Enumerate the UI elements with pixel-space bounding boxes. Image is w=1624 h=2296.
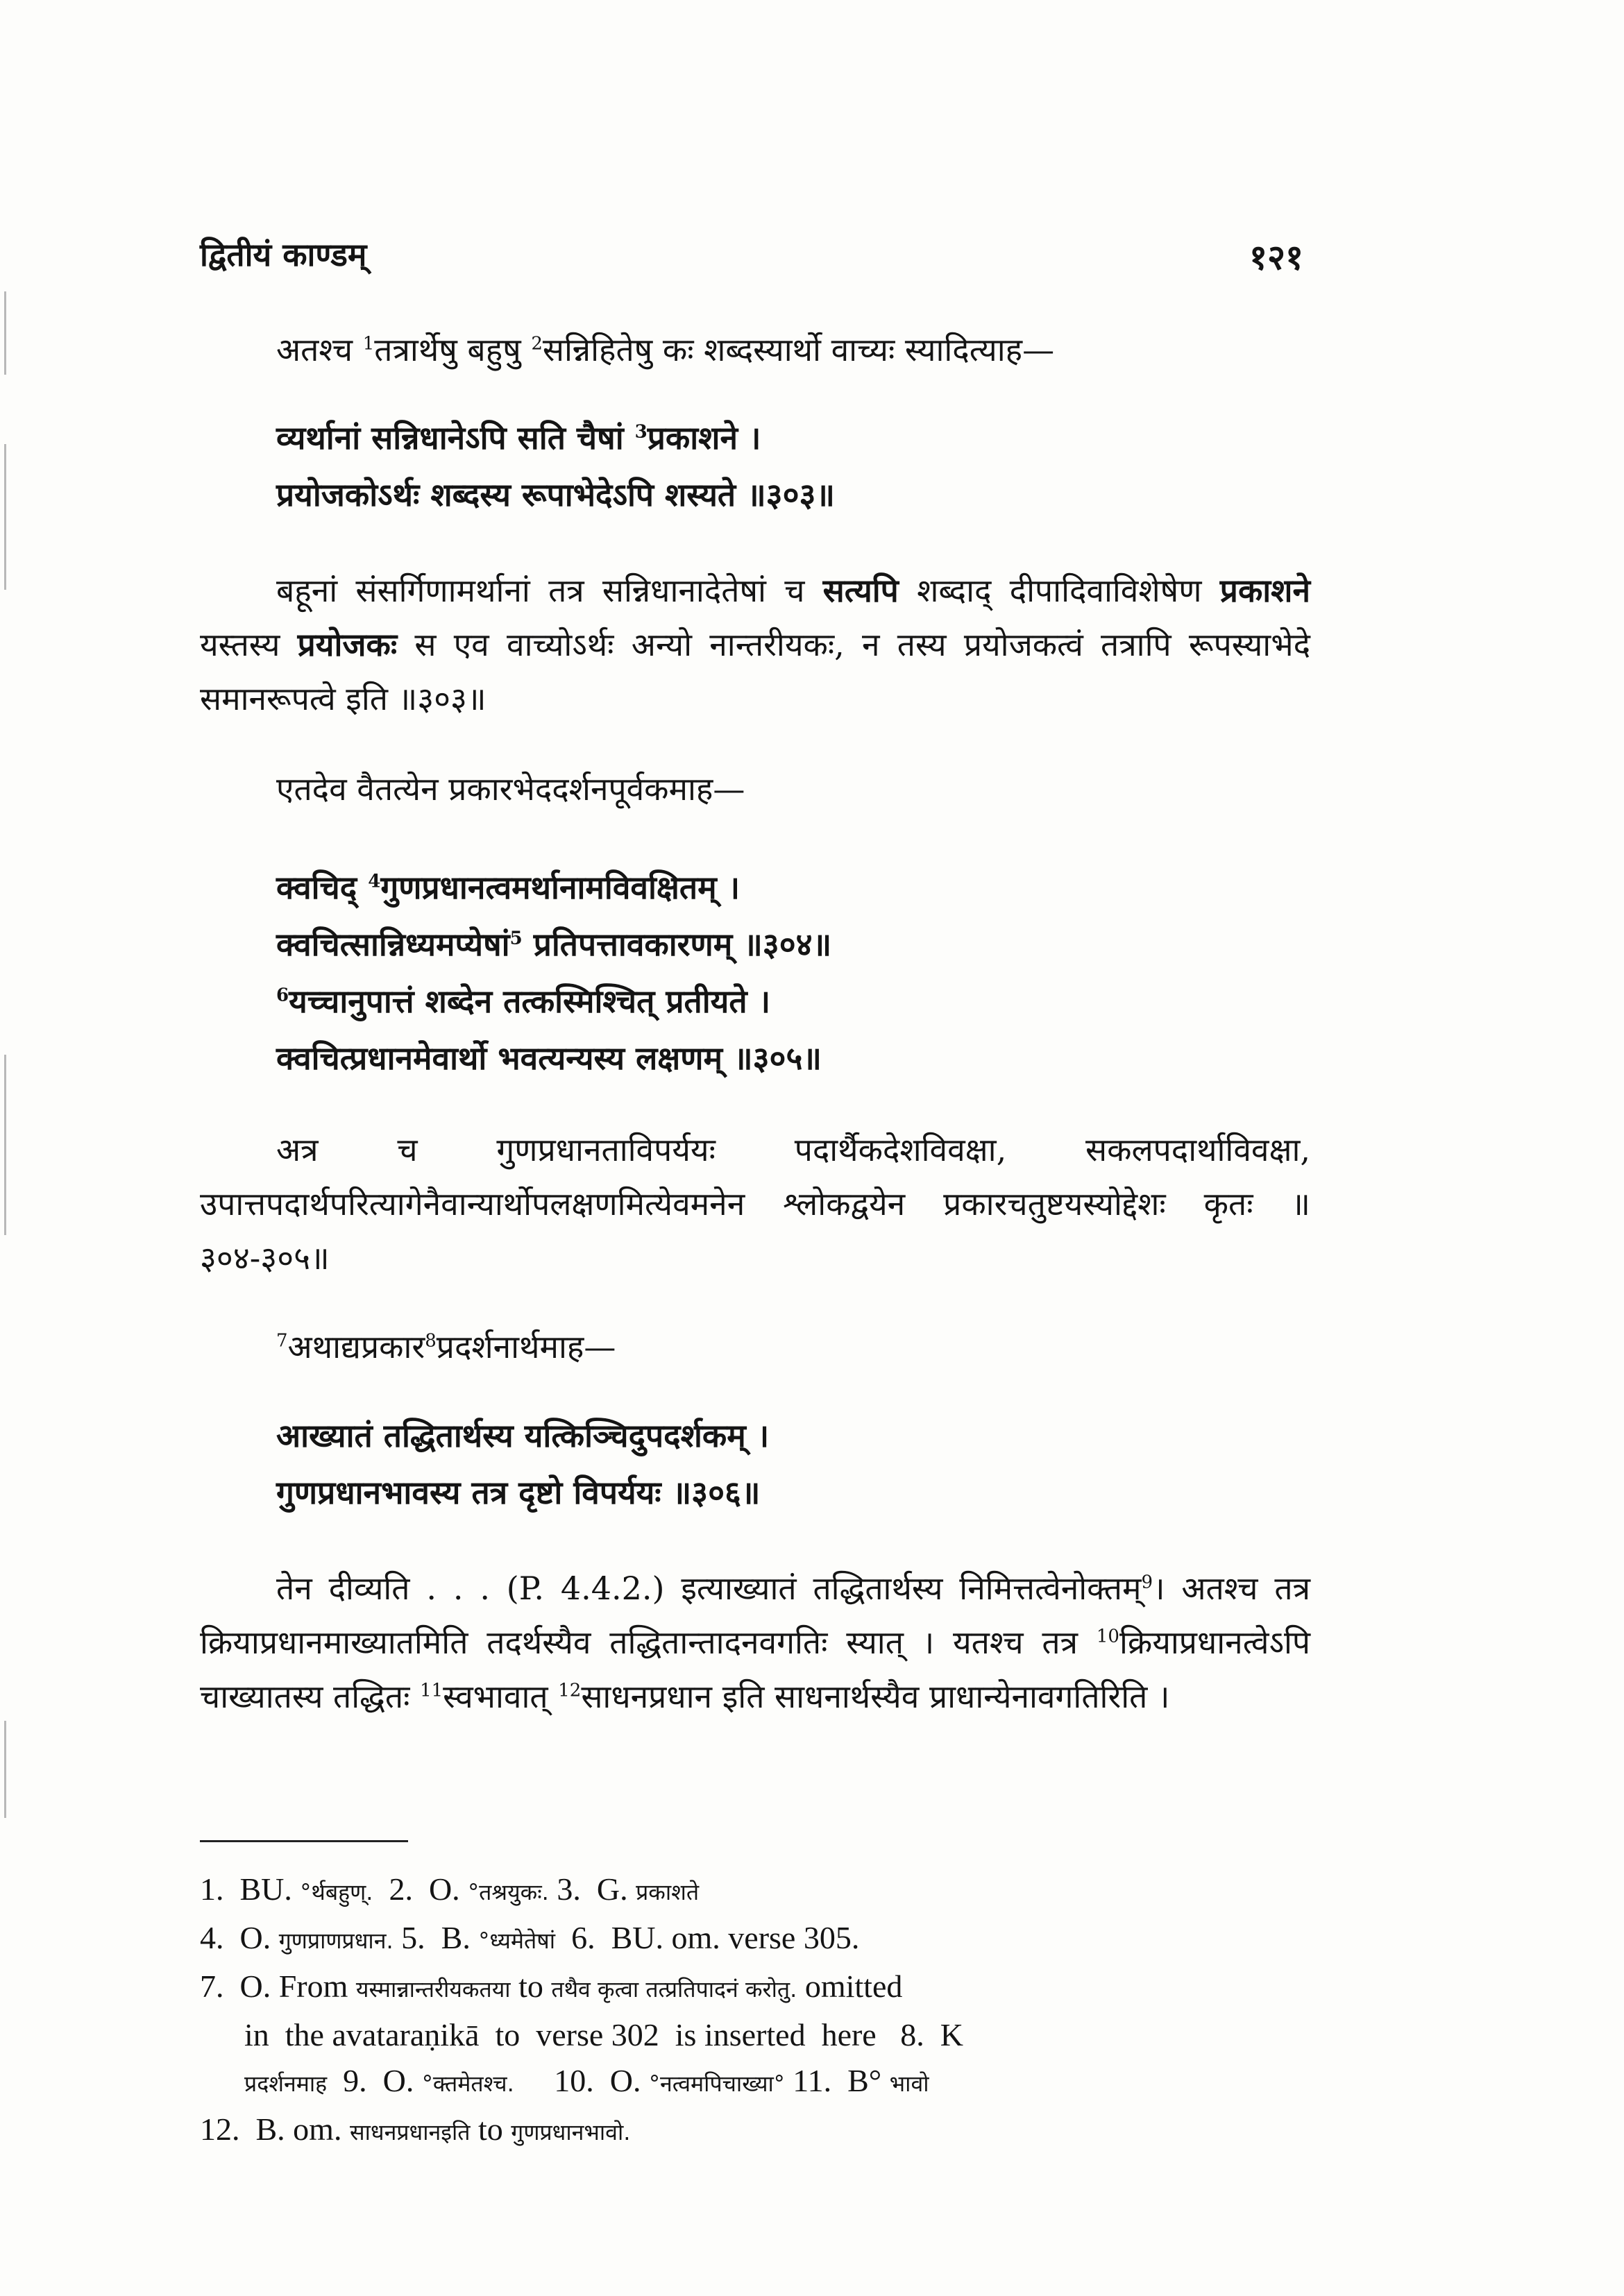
commentary-text: शब्दाद् दीपादिवाविशेषेण bbox=[898, 572, 1220, 609]
footnote-text: 10. O. bbox=[514, 2063, 649, 2098]
footnote-ref: 4 bbox=[368, 871, 381, 892]
footnote-devanagari: °तश्रयुकः. bbox=[468, 1879, 549, 1905]
footnote-line bbox=[200, 1964, 1310, 2012]
verse-text: व्यर्थानां सन्निधानेऽपि सति चैषां bbox=[276, 419, 635, 457]
footnote-text: 11. B° bbox=[784, 2063, 890, 2098]
intro-text: सन्निहितेषु कः शब्दस्यार्थो वाच्यः स्यादित्याह— bbox=[542, 331, 1055, 368]
footnote-divider bbox=[200, 1840, 408, 1842]
commentary-text: स एव वाच्योऽर्थः अन्यो नान्तरीयकः, न तस्य प्रयोजकत्वं तत्रापि रूपस्याभेदे समानरूपत्वे इति ॥३०३॥ bbox=[200, 626, 1310, 717]
commentary-text: स्वभावात् bbox=[443, 1678, 559, 1715]
verse-line: गुणप्रधानभावस्य तत्र दृष्टो विपर्ययः ॥३०६॥ bbox=[276, 1474, 761, 1511]
footnote-ref: 7 bbox=[276, 1330, 288, 1352]
commentary-text: बहूनां संसर्गिणामर्थानां तत्र सन्निधानादेतेषां च bbox=[276, 572, 823, 609]
intro-text: तत्रार्थेषु बहुषु bbox=[374, 331, 532, 368]
footnote-devanagari: °क्तमेतश्च. bbox=[421, 2070, 514, 2097]
commentary-emphasis: सत्यपि bbox=[822, 572, 899, 609]
footnote-text: 9. O. bbox=[327, 2063, 422, 2098]
page-number: १२१ bbox=[1249, 237, 1303, 278]
footnote-devanagari: प्रकाशते bbox=[636, 1879, 700, 1905]
footnote-line bbox=[200, 2107, 1310, 2155]
verse-text: प्रतिपत्तावकारणम् ॥३०४॥ bbox=[522, 926, 832, 963]
footnote-text: to bbox=[470, 2111, 511, 2147]
intro-306 bbox=[200, 1320, 1310, 1374]
verse-text: प्रकाशने । bbox=[647, 419, 761, 457]
verse-line bbox=[276, 859, 1303, 916]
commentary-306 bbox=[200, 1561, 1310, 1724]
verse-text: क्वचित्सान्निध्यमप्येषां bbox=[276, 926, 510, 963]
verse-line bbox=[276, 409, 1303, 466]
verse-304-305 bbox=[276, 859, 1303, 1087]
intro-304: एतदेव वैतत्येन प्रकारभेददर्शनपूर्वकमाह— bbox=[276, 770, 745, 808]
footnote-ref: 10 bbox=[1096, 1626, 1119, 1647]
footnote-text: 6. BU. om. verse 305. bbox=[555, 1920, 860, 1955]
verse-303 bbox=[276, 409, 1303, 523]
footnote-ref: 5 bbox=[509, 928, 523, 949]
commentary-text: । अतश्च तत्र क्रियाप्रधानमाख्यातमिति तदर्थस्यैव तद्धितान्तादनवगतिः स्यात् । यतश्च तत्र bbox=[200, 1570, 1310, 1661]
verse-text: यच्चानुपात्तं शब्देन तत्कस्मिश्चित् प्रतीयते । bbox=[289, 983, 771, 1020]
verse-line bbox=[276, 973, 1303, 1030]
scan-edge-mark bbox=[4, 291, 6, 375]
footnote-line bbox=[200, 1915, 1310, 1964]
scan-edge-mark bbox=[4, 444, 6, 590]
commentary-303 bbox=[200, 563, 1310, 726]
footnote-devanagari: तथैव कृत्वा तत्प्रतिपादनं करोतु. bbox=[551, 1976, 797, 2002]
intro-text: प्रदर्शनार्थमाह— bbox=[436, 1328, 616, 1366]
footnote-text: omitted bbox=[797, 1968, 903, 2004]
footnote-devanagari: °ध्यमेतेषां bbox=[478, 1928, 556, 1954]
footnote-text: 4. O. bbox=[200, 1920, 279, 1955]
footnote-devanagari: यस्मान्नान्तरीयकतया bbox=[355, 1976, 511, 2002]
footnote-devanagari: गुणप्राणप्रधान. bbox=[278, 1928, 394, 1954]
footnote-line bbox=[200, 1866, 1310, 1915]
intro-303 bbox=[200, 323, 1310, 377]
footnote-ref: 9 bbox=[1141, 1572, 1153, 1593]
footnote-text: 2. O. bbox=[373, 1871, 468, 1907]
footnote-devanagari: °नत्वमपिचाख्या° bbox=[648, 2070, 785, 2097]
footnote-text: 12. B. om. bbox=[200, 2111, 350, 2147]
verse-line: आख्यातं तद्धितार्थस्य यत्किञ्चिदुपदर्शकम् । bbox=[276, 1417, 770, 1454]
scan-edge-mark bbox=[4, 1721, 6, 1818]
scan-edge-mark bbox=[4, 1055, 6, 1235]
footnote-ref: 6 bbox=[276, 985, 289, 1006]
intro-text: अथाद्यप्रकार bbox=[287, 1328, 425, 1366]
commentary-text: क्रियाप्रधानत्वेऽपि चाख्यातस्य तद्धितः bbox=[200, 1624, 1310, 1715]
footnote-ref: 1 bbox=[362, 333, 375, 355]
footnote-ref: 2 bbox=[531, 333, 543, 355]
verse-line: प्रयोजकोऽर्थः शब्दस्य रूपाभेदेऽपि शस्यते ॥३०३॥ bbox=[276, 476, 835, 513]
footnote-ref: 8 bbox=[425, 1330, 437, 1352]
commentary-text: साधनप्रधान इति साधनार्थस्यैव प्राधान्येनावगतिरिति । bbox=[581, 1678, 1170, 1715]
verse-306 bbox=[276, 1407, 1303, 1521]
verse-text: क्वचिद् bbox=[276, 869, 369, 906]
footnote-devanagari: °र्थबहुण्. bbox=[300, 1879, 373, 1905]
footnote-text: 1. BU. bbox=[200, 1871, 301, 1907]
verse-text: गुणप्रधानत्वमर्थानामविवक्षितम् । bbox=[380, 869, 741, 906]
commentary-emphasis: प्रकाशने bbox=[1219, 572, 1310, 609]
footnote-devanagari: साधनप्रधानइति bbox=[349, 2119, 471, 2145]
footnote-text: to bbox=[510, 1968, 552, 2004]
footnote-ref: 3 bbox=[634, 421, 648, 443]
section-title: द्वितीयं काण्डम् bbox=[200, 236, 367, 273]
footnote-devanagari: भावो bbox=[889, 2070, 929, 2097]
commentary-emphasis: प्रयोजकः bbox=[297, 626, 398, 663]
intro-text: अतश्च bbox=[276, 331, 363, 368]
footnote-line bbox=[200, 2058, 1310, 2107]
verse-line bbox=[276, 916, 1303, 973]
footnote-ref: 11 bbox=[420, 1680, 443, 1701]
footnote-line: in the avataraṇikā to verse 302 is inserted here 8. K bbox=[244, 2017, 963, 2052]
footnote-ref: 12 bbox=[558, 1680, 582, 1701]
commentary-text: यस्तस्य bbox=[200, 626, 298, 663]
footnote-text: 7. O. From bbox=[200, 1968, 356, 2004]
footnote-devanagari: गुणप्रधानभावो. bbox=[511, 2119, 631, 2145]
footnote-text: 5. B. bbox=[393, 1920, 479, 1955]
commentary-304-305: अत्र च गुणप्रधानताविपर्ययः पदार्थैकदेशविवक्षा, सकलपदार्थाविवक्षा, उपात्तपदार्थपरित्यागेनैवान्यार्थोपलक्षणमित्येवमनेन श्लोकद्वयेन प्रकारचतुष्टयस्योद्देशः कृतः ॥३०४-३०५॥ bbox=[200, 1131, 1310, 1277]
footnote-devanagari: प्रदर्शनमाह bbox=[244, 2070, 328, 2097]
verse-line: क्वचित्प्रधानमेवार्थो भवत्यन्यस्य लक्षणम् ॥३०५॥ bbox=[276, 1039, 822, 1077]
running-header bbox=[200, 232, 1303, 278]
footnote-text: 3. G. bbox=[548, 1871, 636, 1907]
footnotes bbox=[200, 1866, 1310, 2155]
commentary-text: तेन दीव्यति . . . (P. 4.4.2.) इत्याख्यातं तद्धितार्थस्य निमित्तत्वेनोक्तम् bbox=[276, 1570, 1142, 1607]
